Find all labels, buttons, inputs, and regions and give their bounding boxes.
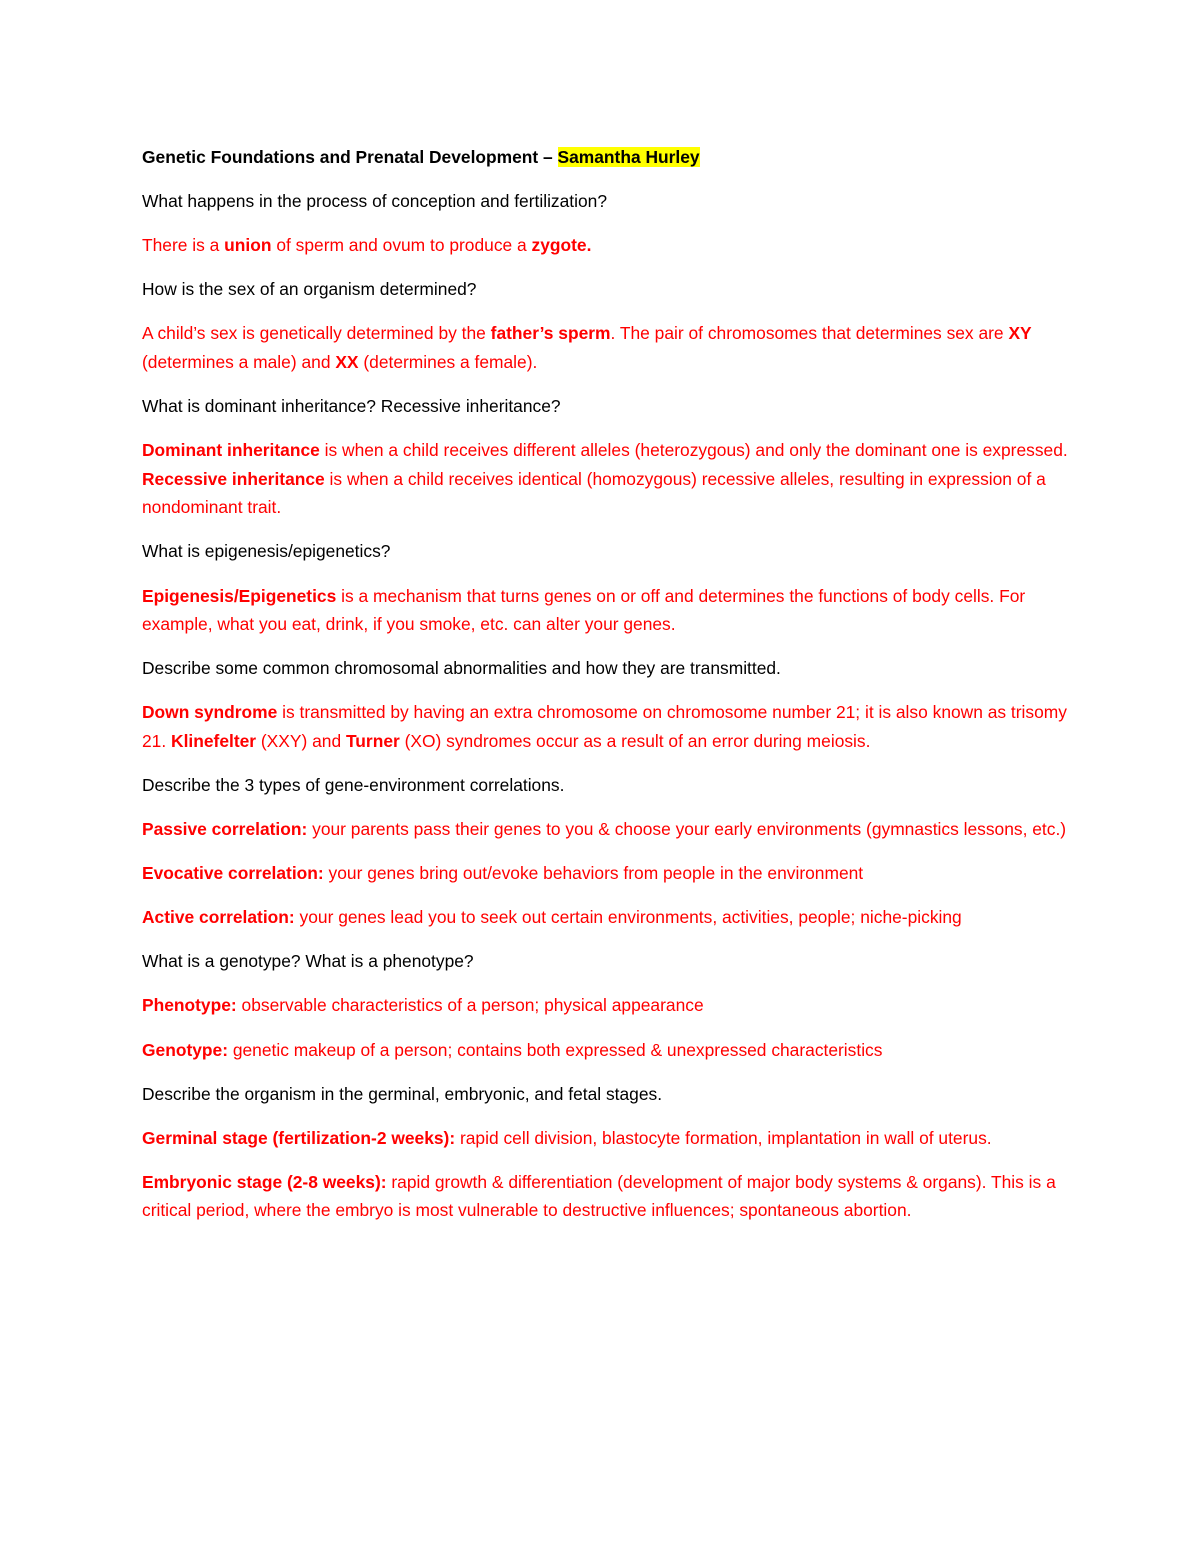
bold-term: father’s sperm <box>490 323 611 344</box>
bold-term: Dominant inheritance <box>142 440 320 461</box>
answer-paragraph <box>142 991 1072 1020</box>
text-run: There is a <box>142 235 225 256</box>
answer-paragraph <box>142 1036 1072 1065</box>
bold-term: Turner <box>345 730 400 751</box>
text-run: (XXY) and <box>256 730 346 751</box>
bold-term: Evocative correlation: <box>142 863 324 884</box>
text-run: your genes bring out/evoke behaviors from people in the environment <box>323 863 864 884</box>
text-run: rapid growth & differentiation (development of major body systems & organs). This is a critical period, where the embryo is most vulnerable to destructive influences; spontaneous abortion. <box>142 1171 1056 1221</box>
text-run: genetic makeup of a person; contains both expressed & unexpressed characteristics <box>228 1039 883 1060</box>
text-run: What happens in the process of conception and fertilization? <box>142 191 608 212</box>
document-title <box>142 143 1072 172</box>
text-run: is transmitted by having an extra chromosome on chromosome number 21; it is also known as trisomy 21. <box>142 702 1067 751</box>
text-run: your parents pass their genes to you & choose your early environments (gymnastics lessons, etc.) <box>307 819 1067 840</box>
question-paragraph <box>142 187 1072 216</box>
question-paragraph <box>142 275 1072 304</box>
bold-term: Epigenesis/Epigenetics <box>142 585 337 606</box>
text-run: is when a child receives identical (homozygous) recessive alleles, resulting in expression of a nondominant trait. <box>142 468 1046 518</box>
text-run: What is dominant inheritance? Recessive inheritance? <box>142 396 561 417</box>
bold-term: XX <box>335 351 359 372</box>
text-run: What is epigenesis/epigenetics? <box>142 541 391 562</box>
document-body <box>142 143 1072 1241</box>
bold-term: XY <box>1008 323 1032 344</box>
text-run: Describe the 3 types of gene-environment correlations. <box>142 775 565 795</box>
bold-term: Phenotype: <box>142 995 237 1016</box>
question-paragraph <box>142 1080 1072 1109</box>
question-paragraph <box>142 392 1072 421</box>
bold-term: union <box>224 235 272 256</box>
bold-term: Embryonic stage (2-8 weeks): <box>142 1171 387 1192</box>
question-paragraph <box>142 771 1072 800</box>
question-paragraph <box>142 947 1072 976</box>
answer-paragraph <box>142 436 1072 522</box>
answer-paragraph <box>142 231 1072 260</box>
text-run: rapid cell division, blastocyte formation, implantation in wall of uterus. <box>455 1127 992 1148</box>
bold-term: Germinal stage (fertilization-2 weeks): <box>142 1127 456 1148</box>
text-run: (determines a female). <box>358 351 538 372</box>
bold-term: Passive correlation: <box>142 819 308 840</box>
bold-term: zygote. <box>531 235 592 256</box>
answer-paragraph <box>142 1168 1072 1225</box>
bold-term: Recessive inheritance <box>142 468 325 489</box>
answer-paragraph <box>142 815 1072 844</box>
title-text: Genetic Foundations and Prenatal Development – <box>142 147 558 167</box>
question-paragraph <box>142 654 1072 683</box>
text-run: is a mechanism that turns genes on or off and determines the functions of body cells. For example, what you eat, drink, if you smoke, etc. can alter your genes. <box>142 585 1026 635</box>
bold-term: Active correlation: <box>142 907 295 928</box>
text-run: Describe the organism in the germinal, embryonic, and fetal stages. <box>142 1083 663 1104</box>
text-run: your genes lead you to seek out certain environments, activities, people; niche-picking <box>294 907 962 928</box>
bold-term: Down syndrome <box>142 702 278 723</box>
bold-term: Genotype: <box>142 1039 228 1060</box>
answer-paragraph <box>142 903 1072 932</box>
text-run: of sperm and ovum to produce a <box>271 235 532 256</box>
text-run: . The pair of chromosomes that determines sex are <box>610 323 1009 344</box>
text-run: observable characteristics of a person; physical appearance <box>236 995 704 1016</box>
answer-paragraph <box>142 1124 1072 1153</box>
text-run: (XO) syndromes occur as a result of an error during meiosis. <box>399 730 871 751</box>
text-run: is when a child receives different alleles (heterozygous) and only the dominant one is expressed. <box>319 440 1068 461</box>
text-run: (determines a male) and <box>142 351 336 372</box>
answer-paragraph <box>142 582 1072 639</box>
text-run: A child’s sex is genetically determined by the <box>142 323 491 344</box>
text-run: What is a genotype? What is a phenotype? <box>142 951 474 972</box>
answer-paragraph <box>142 859 1072 888</box>
author-name-highlighted: Samantha Hurley <box>557 147 700 167</box>
text-run: Describe some common chromosomal abnormalities and how they are transmitted. <box>142 658 781 679</box>
text-run: How is the sex of an organism determined? <box>142 279 477 300</box>
answer-paragraph <box>142 319 1072 376</box>
bold-term: Klinefelter <box>171 730 257 751</box>
question-paragraph <box>142 537 1072 566</box>
answer-paragraph <box>142 698 1072 755</box>
